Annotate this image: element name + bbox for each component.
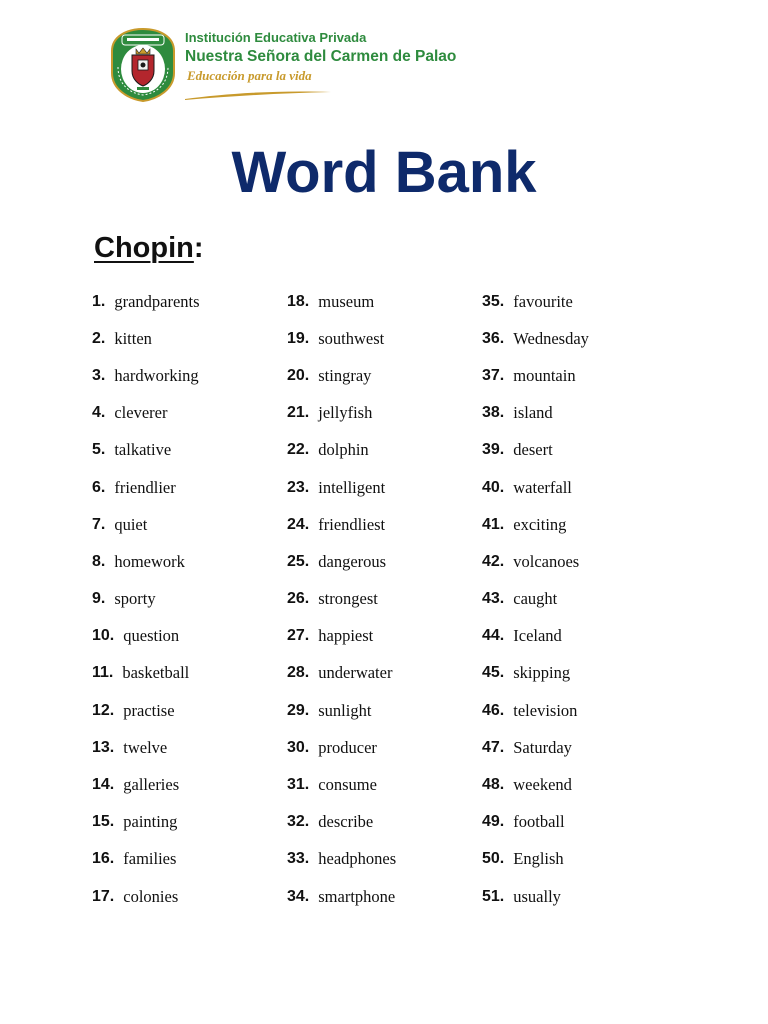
item-word: grandparents (114, 291, 200, 311)
item-word: museum (318, 291, 375, 311)
word-list-item (92, 469, 200, 506)
item-number: 19. (287, 329, 310, 347)
word-list-item (482, 320, 589, 357)
item-word: describe (318, 812, 374, 832)
item-word: strongest (318, 589, 378, 609)
word-list-item (92, 320, 200, 357)
word-list-item (92, 506, 200, 543)
item-number: 51. (482, 887, 505, 905)
word-list-item (287, 283, 396, 320)
item-word: galleries (123, 775, 180, 795)
item-number: 21. (287, 404, 310, 422)
word-list-item (482, 804, 589, 841)
item-number: 41. (482, 515, 505, 533)
word-list-item (482, 766, 589, 803)
word-list-item (482, 432, 589, 469)
item-word: dolphin (318, 440, 369, 460)
item-number: 10. (92, 627, 115, 645)
section-heading (94, 229, 204, 267)
item-word: talkative (114, 440, 172, 460)
word-list-item (92, 543, 200, 580)
item-number: 14. (92, 776, 115, 794)
item-number: 23. (287, 478, 310, 496)
item-number: 40. (482, 478, 505, 496)
word-column-2 (287, 283, 396, 915)
item-word: waterfall (513, 477, 572, 497)
item-number: 15. (92, 813, 115, 831)
item-number: 46. (482, 701, 505, 719)
word-list-item (287, 692, 396, 729)
school-motto: Educación para la vida (187, 68, 312, 83)
item-word: sporty (114, 589, 156, 609)
item-word: sunlight (318, 700, 372, 720)
item-word: skipping (513, 663, 571, 683)
item-word: consume (318, 775, 377, 795)
item-word: football (513, 812, 565, 832)
word-list-item (92, 618, 200, 655)
word-list-item (287, 320, 396, 357)
item-word: cleverer (114, 403, 168, 423)
item-word: Iceland (513, 626, 562, 646)
item-word: colonies (123, 886, 179, 906)
item-number: 48. (482, 776, 505, 794)
word-list-item (92, 729, 200, 766)
item-number: 35. (482, 292, 505, 310)
item-number: 34. (287, 887, 310, 905)
item-number: 1. (92, 292, 106, 310)
item-number: 27. (287, 627, 310, 645)
section-label-suffix: : (193, 232, 204, 264)
school-name: Nuestra Señora del Carmen de Palao (185, 48, 457, 65)
item-word: basketball (122, 663, 190, 683)
item-number: 8. (92, 552, 106, 570)
item-number: 39. (482, 441, 505, 459)
word-list-item (92, 432, 200, 469)
item-word: quiet (114, 514, 148, 534)
item-word: stingray (318, 365, 372, 385)
item-word: Wednesday (513, 328, 589, 348)
word-list-item (287, 878, 396, 915)
word-list-item (92, 357, 200, 394)
item-number: 6. (92, 478, 106, 496)
word-list-item (287, 395, 396, 432)
word-list-item (287, 543, 396, 580)
word-list-item (482, 692, 589, 729)
word-list-item (482, 283, 589, 320)
word-list-item (92, 804, 200, 841)
item-word: favourite (513, 291, 573, 311)
motto-swoosh-decoration (183, 84, 333, 102)
item-word: hardworking (114, 365, 199, 385)
word-list-item (92, 766, 200, 803)
item-number: 44. (482, 627, 505, 645)
word-list-item (287, 432, 396, 469)
word-list-item (287, 506, 396, 543)
word-list-item (92, 655, 200, 692)
item-number: 38. (482, 404, 505, 422)
item-word: jellyfish (318, 403, 373, 423)
item-number: 32. (287, 813, 310, 831)
item-word: usually (513, 886, 561, 906)
school-crest-logo (108, 27, 178, 103)
item-word: mountain (513, 365, 576, 385)
word-column-1 (92, 283, 200, 915)
item-number: 25. (287, 552, 310, 570)
item-number: 18. (287, 292, 310, 310)
item-word: practise (123, 700, 175, 720)
item-number: 28. (287, 664, 310, 682)
item-word: twelve (123, 737, 168, 757)
item-number: 7. (92, 515, 106, 533)
word-list-item (287, 581, 396, 618)
word-list-item (482, 729, 589, 766)
item-word: Saturday (513, 737, 572, 757)
word-list-item (482, 841, 589, 878)
word-list-item (287, 729, 396, 766)
school-header (0, 0, 768, 120)
word-list-item (92, 841, 200, 878)
item-number: 24. (287, 515, 310, 533)
word-list-item (287, 766, 396, 803)
item-word: kitten (114, 328, 152, 348)
item-number: 49. (482, 813, 505, 831)
item-number: 45. (482, 664, 505, 682)
word-column-3 (482, 283, 589, 915)
item-number: 33. (287, 850, 310, 868)
item-number: 26. (287, 590, 310, 608)
word-list-item (482, 878, 589, 915)
item-word: homework (114, 551, 185, 571)
item-word: families (123, 849, 177, 869)
item-number: 30. (287, 738, 310, 756)
word-list-item (287, 357, 396, 394)
word-list-item (482, 506, 589, 543)
school-type: Institución Educativa Privada (185, 30, 367, 45)
word-list-item (287, 469, 396, 506)
item-number: 50. (482, 850, 505, 868)
item-word: southwest (318, 328, 385, 348)
item-word: television (513, 700, 578, 720)
item-number: 31. (287, 776, 310, 794)
word-list-item (92, 581, 200, 618)
item-word: volcanoes (513, 551, 580, 571)
word-list-item (482, 395, 589, 432)
item-word: caught (513, 589, 558, 609)
word-list-item (482, 618, 589, 655)
item-number: 42. (482, 552, 505, 570)
item-number: 16. (92, 850, 115, 868)
item-number: 3. (92, 366, 106, 384)
word-list-item (287, 804, 396, 841)
word-list-item (92, 878, 200, 915)
item-number: 12. (92, 701, 115, 719)
item-word: intelligent (318, 477, 386, 497)
word-list-item (482, 469, 589, 506)
item-word: underwater (318, 663, 393, 683)
item-word: desert (513, 440, 553, 460)
item-word: friendliest (318, 514, 386, 534)
item-number: 22. (287, 441, 310, 459)
word-list-item (482, 357, 589, 394)
word-list-item (482, 543, 589, 580)
item-number: 9. (92, 590, 106, 608)
item-word: happiest (318, 626, 374, 646)
word-list-item (482, 581, 589, 618)
word-list-item (287, 655, 396, 692)
item-word: friendlier (114, 477, 176, 497)
word-list-item (482, 655, 589, 692)
item-word: weekend (513, 775, 572, 795)
item-word: painting (123, 812, 178, 832)
word-list-item (92, 283, 200, 320)
item-word: exciting (513, 514, 567, 534)
page-title: Word Bank (231, 140, 537, 205)
item-number: 47. (482, 738, 505, 756)
item-number: 2. (92, 329, 106, 347)
item-number: 13. (92, 738, 115, 756)
item-number: 43. (482, 590, 505, 608)
word-list-item (92, 692, 200, 729)
item-number: 11. (92, 664, 114, 682)
item-number: 36. (482, 329, 505, 347)
section-label: Chopin (94, 232, 194, 264)
item-number: 5. (92, 441, 106, 459)
item-number: 37. (482, 366, 505, 384)
item-word: producer (318, 737, 377, 757)
word-list-item (287, 618, 396, 655)
item-word: dangerous (318, 551, 387, 571)
item-number: 17. (92, 887, 115, 905)
item-word: headphones (318, 849, 397, 869)
item-number: 20. (287, 366, 310, 384)
item-word: smartphone (318, 886, 396, 906)
word-list-item (92, 395, 200, 432)
item-word: question (123, 626, 180, 646)
item-word: English (513, 849, 564, 869)
item-number: 4. (92, 404, 106, 422)
item-word: island (513, 403, 553, 423)
item-number: 29. (287, 701, 310, 719)
word-list-item (287, 841, 396, 878)
